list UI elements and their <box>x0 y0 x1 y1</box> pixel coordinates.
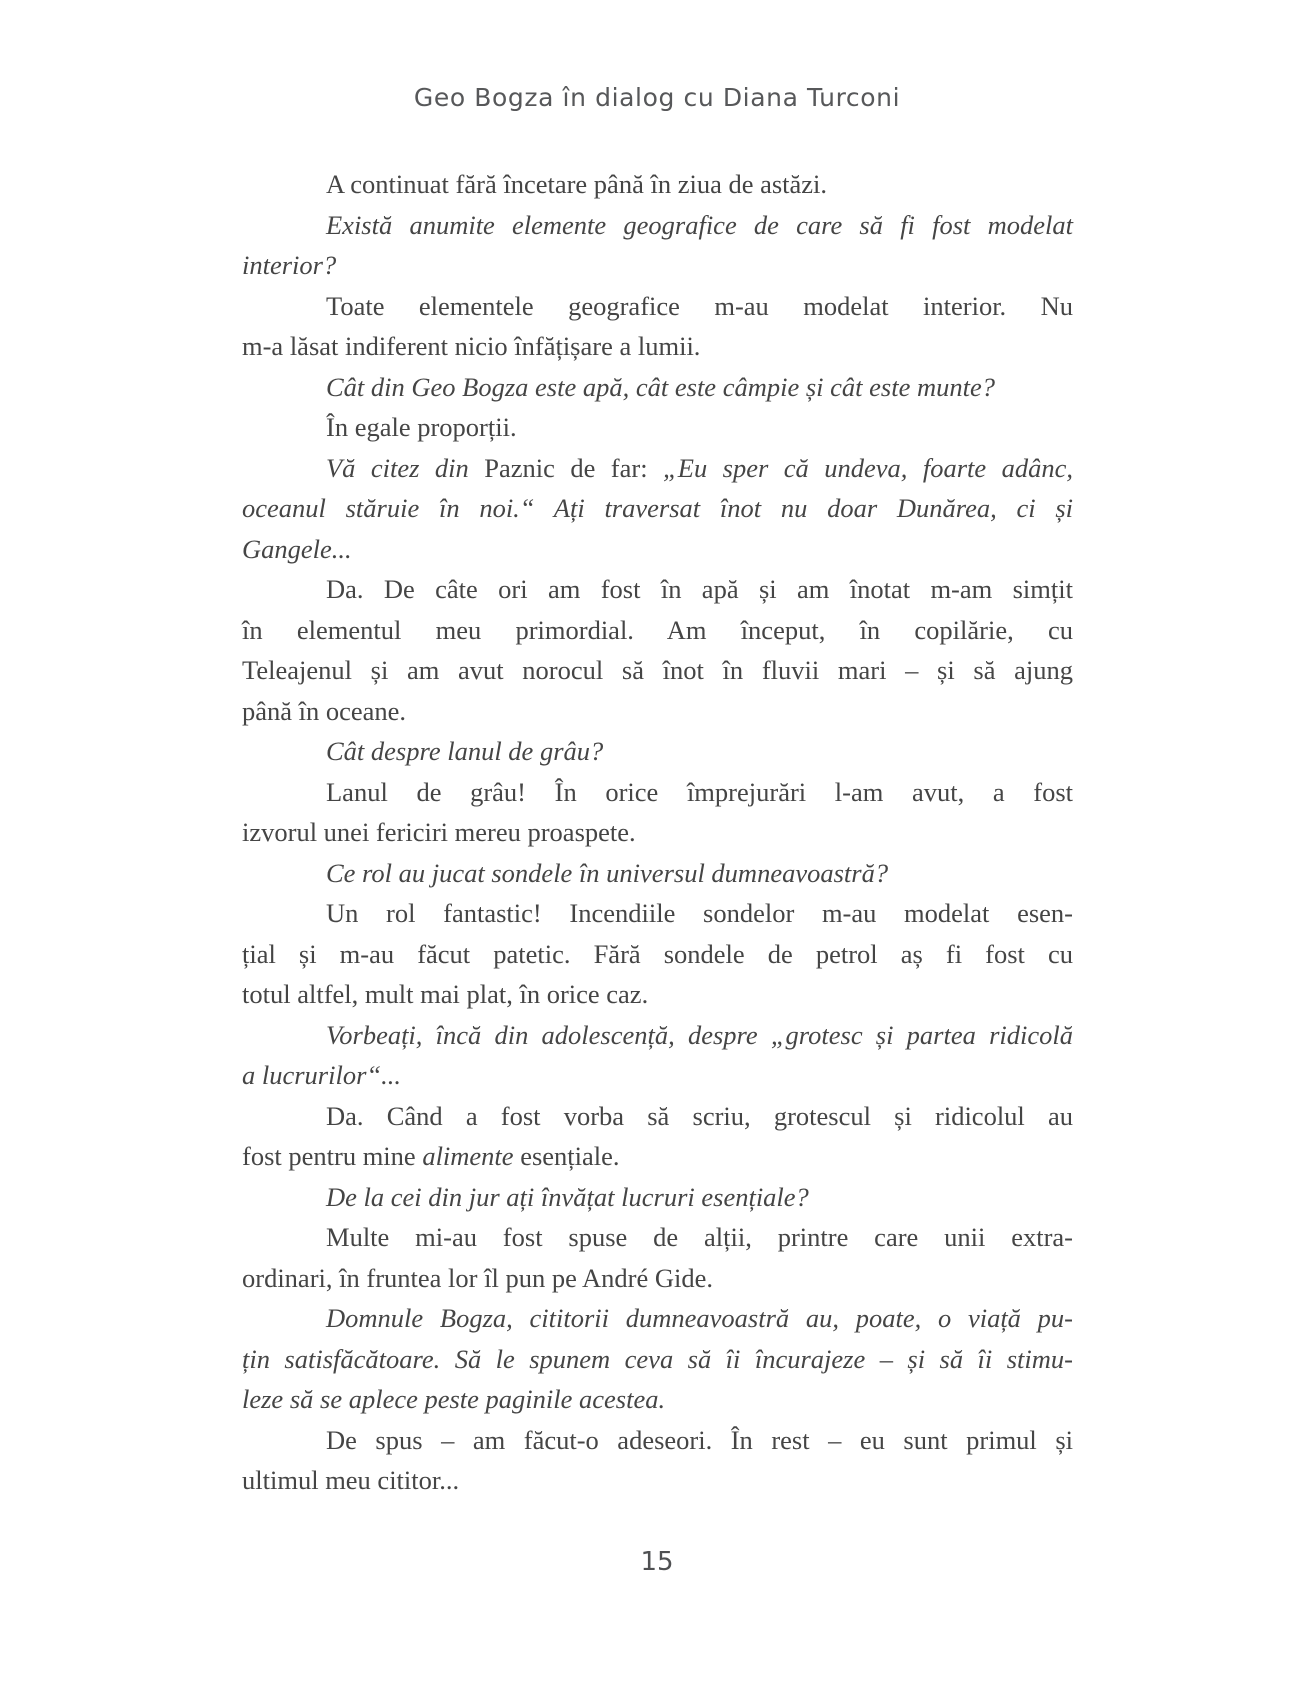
text-segment: Vorbeați, încă din adolescență, despre „grotesc și partea ridicolă <box>326 1019 1073 1050</box>
text-line <box>242 1136 1073 1177</box>
text-line <box>242 1217 1073 1258</box>
paragraph <box>242 164 1073 205</box>
text-line <box>242 1339 1073 1380</box>
paragraph <box>242 772 1073 853</box>
text-segment: ultimul meu cititor... <box>242 1465 460 1495</box>
text-line <box>242 853 1073 894</box>
page-number: 15 <box>640 1547 674 1577</box>
text-segment: alimente <box>422 1141 514 1171</box>
text-segment: totul altfel, mult mai plat, în orice caz. <box>242 979 649 1009</box>
text-segment: leze să se aplece peste paginile acestea. <box>242 1384 666 1414</box>
text-segment: De spus – am făcut-o adeseori. În rest – eu sunt primul și <box>326 1424 1073 1455</box>
text-segment: „Eu sper că undeva, foarte adânc, <box>663 452 1073 483</box>
text-line <box>242 488 1073 529</box>
text-segment: țin satisfăcătoare. Să le spunem ceva să îi încurajeze – și să îi stimu- <box>242 1343 1073 1374</box>
paragraph <box>242 367 1073 408</box>
text-line <box>242 691 1073 732</box>
text-line <box>242 367 1073 408</box>
text-line <box>242 326 1073 367</box>
text-line <box>242 1258 1073 1299</box>
text-segment: Ce rol au jucat sondele în universul dumneavoastră? <box>326 857 889 888</box>
text-segment: m-a lăsat indiferent nicio înfățișare a lumii. <box>242 331 701 361</box>
text-segment: Teleajenul și am avut norocul să înot în fluvii mari – și să ajung <box>242 655 1073 685</box>
text-segment: până în oceane. <box>242 695 407 726</box>
text-segment: Domnule Bogza, cititorii dumneavoastră au, poate, o viață pu- <box>326 1303 1073 1333</box>
paragraph <box>242 1217 1073 1298</box>
text-segment: interior? <box>242 250 337 280</box>
text-line <box>242 893 1073 934</box>
text-segment: Toate elementele geografice m-au modelat interior. Nu <box>326 290 1073 321</box>
text-line <box>242 529 1073 570</box>
text-line <box>242 1298 1073 1339</box>
text-line <box>242 1015 1073 1056</box>
text-segment: oceanul stăruie în noi.“ Ați traversat înot nu doar Dunărea, ci și <box>242 493 1073 523</box>
text-line <box>242 1420 1073 1461</box>
body-text <box>242 164 1073 1501</box>
paragraph <box>242 286 1073 367</box>
text-line <box>242 286 1073 327</box>
text-line <box>242 650 1073 691</box>
text-line <box>242 1379 1073 1420</box>
text-line <box>242 610 1073 651</box>
text-segment: Da. Când a fost vorba să scriu, grotescul și ridicolul au <box>326 1100 1073 1131</box>
paragraph <box>242 569 1073 731</box>
text-segment: În egale proporții. <box>326 412 517 442</box>
text-segment: ordinari, în fruntea lor îl pun pe André Gide. <box>242 1262 713 1293</box>
paragraph <box>242 1420 1073 1501</box>
text-line <box>242 245 1073 286</box>
text-segment: Multe mi-au fost spuse de alții, printre care unii extra- <box>326 1222 1073 1252</box>
text-segment: izvorul unei fericiri mereu proaspete. <box>242 817 636 847</box>
text-line <box>242 407 1073 448</box>
text-line <box>242 772 1073 813</box>
text-line <box>242 1460 1073 1501</box>
text-segment: a lucrurilor“... <box>242 1060 402 1090</box>
text-segment: în elementul meu primordial. Am început, în copilărie, cu <box>242 614 1073 645</box>
paragraph <box>242 893 1073 1015</box>
text-segment: Paznic de far: <box>484 452 664 483</box>
text-line <box>242 812 1073 853</box>
text-line <box>242 731 1073 772</box>
text-line <box>242 934 1073 975</box>
text-segment: De la cei din jur ați învățat lucruri esențiale? <box>326 1181 809 1212</box>
text-segment: Gangele... <box>242 533 352 564</box>
text-line <box>242 1055 1073 1096</box>
text-line <box>242 569 1073 610</box>
text-line <box>242 1177 1073 1218</box>
text-line <box>242 1096 1073 1137</box>
text-segment: Vă citez din <box>326 452 485 483</box>
paragraph <box>242 731 1073 772</box>
paragraph <box>242 1015 1073 1096</box>
paragraph <box>242 1096 1073 1177</box>
text-segment: Da. De câte ori am fost în apă și am înotat m-am simțit <box>326 574 1073 604</box>
text-line <box>242 448 1073 489</box>
paragraph <box>242 407 1073 448</box>
paragraph <box>242 853 1073 894</box>
text-line <box>242 205 1073 246</box>
text-segment: fost pentru mine <box>242 1141 423 1171</box>
text-segment: A continuat fără încetare până în ziua de astăzi. <box>326 169 828 199</box>
text-segment: Cât din Geo Bogza este apă, cât este câmpie și cât este munte? <box>326 371 995 402</box>
text-line <box>242 164 1073 205</box>
text-segment: Există anumite elemente geografice de care să fi fost modelat <box>326 209 1073 240</box>
text-segment: Un rol fantastic! Incendiile sondelor m-au modelat esen- <box>326 898 1073 928</box>
paragraph <box>242 205 1073 286</box>
text-segment: esențiale. <box>513 1141 620 1171</box>
paragraph <box>242 1177 1073 1218</box>
text-segment: Lanul de grâu! În orice împrejurări l-am avut, a fost <box>326 776 1073 807</box>
text-segment: țial și m-au făcut patetic. Fără sondele de petrol aș fi fost cu <box>242 938 1073 969</box>
text-line <box>242 974 1073 1015</box>
running-head: Geo Bogza în dialog cu Diana Turconi <box>413 83 901 112</box>
text-segment: Cât despre lanul de grâu? <box>326 736 604 766</box>
paragraph <box>242 1298 1073 1420</box>
paragraph <box>242 448 1073 570</box>
